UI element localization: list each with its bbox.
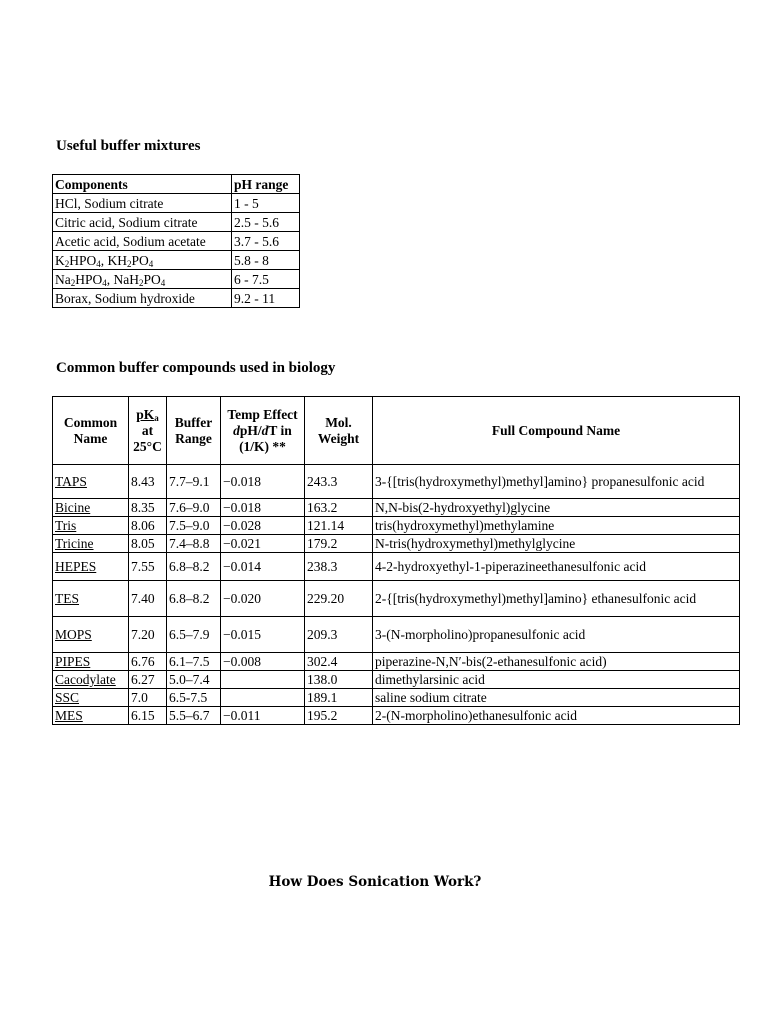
compound-link[interactable]: PIPES: [55, 654, 91, 669]
table-row: [53, 553, 740, 581]
compound-link[interactable]: Tricine: [55, 536, 94, 551]
range-cell: 7.4–8.8: [167, 535, 221, 553]
ph-cell: 6 - 7.5: [232, 270, 300, 289]
range-cell: 6.5–7.9: [167, 617, 221, 653]
compound-link[interactable]: SSC: [55, 690, 80, 705]
table-header-row: [53, 397, 740, 465]
buffer-mixtures-table: [52, 174, 300, 308]
full-name-header: Full Compound Name: [373, 397, 740, 465]
full-name-cell: tris(hydroxymethyl)methylamine: [373, 517, 740, 535]
table-row: [53, 232, 300, 251]
table-row: [53, 689, 740, 707]
components-cell: Borax, Sodium hydroxide: [53, 289, 232, 308]
compound-link[interactable]: Tris: [55, 518, 77, 533]
temp-effect-header: Temp Effect dpH/dT in (1/K) **: [221, 397, 305, 465]
temp-cell: −0.015: [221, 617, 305, 653]
pka-cell: 8.06: [129, 517, 167, 535]
pka-link[interactable]: $pK_a$: [136, 406, 159, 423]
mol-weight-header: Mol. Weight: [305, 397, 373, 465]
pka-cell: 7.55: [129, 553, 167, 581]
compound-link[interactable]: Bicine: [55, 500, 91, 515]
table-row: [53, 465, 740, 499]
mw-cell: 243.3: [305, 465, 373, 499]
full-name-cell: 2-(N-morpholino)ethanesulfonic acid: [373, 707, 740, 725]
temp-cell: −0.018: [221, 499, 305, 517]
temp-cell: −0.020: [221, 581, 305, 617]
range-cell: 5.0–7.4: [167, 671, 221, 689]
full-name-cell: piperazine-N,N′-bis(2-ethanesulfonic acid): [373, 653, 740, 671]
components-header: Components: [53, 175, 232, 194]
buffer-mixtures-title: Useful buffer mixtures: [56, 138, 201, 154]
compound-link[interactable]: TAPS: [55, 474, 87, 489]
compound-link[interactable]: TES: [55, 591, 80, 606]
full-name-cell: 3-(N-morpholino)propanesulfonic acid: [373, 617, 740, 653]
mw-cell: 138.0: [305, 671, 373, 689]
temp-cell: −0.014: [221, 553, 305, 581]
mw-cell: 302.4: [305, 653, 373, 671]
range-cell: 6.5-7.5: [167, 689, 221, 707]
ph-cell: 9.2 - 11: [232, 289, 300, 308]
full-name-cell: saline sodium citrate: [373, 689, 740, 707]
mw-cell: 195.2: [305, 707, 373, 725]
mw-cell: 179.2: [305, 535, 373, 553]
temp-cell: −0.028: [221, 517, 305, 535]
full-name-cell: 4-2-hydroxyethyl-1-piperazineethanesulfonic acid: [373, 553, 740, 581]
table-row: [53, 270, 300, 289]
temp-cell: [221, 689, 305, 707]
mw-cell: 163.2: [305, 499, 373, 517]
temp-cell: −0.011: [221, 707, 305, 725]
pka-cell: 6.27: [129, 671, 167, 689]
ph-range-header: pH range: [232, 175, 300, 194]
temp-cell: [221, 671, 305, 689]
components-cell: HCl, Sodium citrate: [53, 194, 232, 213]
temp-cell: −0.018: [221, 465, 305, 499]
mw-cell: 238.3: [305, 553, 373, 581]
table-row: [53, 581, 740, 617]
range-cell: 7.5–9.0: [167, 517, 221, 535]
compound-link[interactable]: MES: [55, 708, 83, 723]
pka-cell: 8.35: [129, 499, 167, 517]
range-cell: 6.8–8.2: [167, 553, 221, 581]
pka-header: $pK_a$ at 25°C: [129, 397, 167, 465]
pka-cell: 7.40: [129, 581, 167, 617]
range-cell: 7.6–9.0: [167, 499, 221, 517]
ph-cell: 2.5 - 5.6: [232, 213, 300, 232]
temp-cell: −0.021: [221, 535, 305, 553]
pka-cell: 8.05: [129, 535, 167, 553]
table-header-row: [53, 175, 300, 194]
pka-cell: 7.0: [129, 689, 167, 707]
full-name-cell: dimethylarsinic acid: [373, 671, 740, 689]
ph-cell: 1 - 5: [232, 194, 300, 213]
mw-cell: 121.14: [305, 517, 373, 535]
table-row: [53, 251, 300, 270]
full-name-cell: N-tris(hydroxymethyl)methylglycine: [373, 535, 740, 553]
table-row: [53, 499, 740, 517]
range-cell: 6.1–7.5: [167, 653, 221, 671]
compound-link[interactable]: Cacodylate: [55, 672, 116, 687]
pka-cell: 6.76: [129, 653, 167, 671]
table-row: [53, 194, 300, 213]
components-cell: Citric acid, Sodium citrate: [53, 213, 232, 232]
components-cell: $K_2HPO_4$, $KH_2PO_4$: [53, 251, 232, 270]
pka-cell: 6.15: [129, 707, 167, 725]
full-name-cell: N,N-bis(2-hydroxyethyl)glycine: [373, 499, 740, 517]
pka-cell: 8.43: [129, 465, 167, 499]
pka-cell: 7.20: [129, 617, 167, 653]
table-row: [53, 707, 740, 725]
full-name-cell: 2-{[tris(hydroxymethyl)methyl]amino} ethanesulfonic acid: [373, 581, 740, 617]
mw-cell: 209.3: [305, 617, 373, 653]
range-cell: 5.5–6.7: [167, 707, 221, 725]
buffer-compounds-table: [52, 396, 740, 725]
mw-cell: 189.1: [305, 689, 373, 707]
ph-cell: 3.7 - 5.6: [232, 232, 300, 251]
table-row: [53, 671, 740, 689]
buffer-range-header: Buffer Range: [167, 397, 221, 465]
range-cell: 7.7–9.1: [167, 465, 221, 499]
table-row: [53, 653, 740, 671]
table-row: [53, 535, 740, 553]
sonication-title: How Does Sonication Work?: [268, 874, 482, 890]
table-row: [53, 617, 740, 653]
temp-cell: −0.008: [221, 653, 305, 671]
table-row: [53, 289, 300, 308]
range-cell: 6.8–8.2: [167, 581, 221, 617]
mw-cell: 229.20: [305, 581, 373, 617]
compound-link[interactable]: HEPES: [55, 559, 97, 574]
compound-link[interactable]: MOPS: [55, 627, 92, 642]
table-row: [53, 213, 300, 232]
buffer-compounds-title: Common buffer compounds used in biology: [56, 360, 336, 376]
ph-cell: 5.8 - 8: [232, 251, 300, 270]
common-name-header: Common Name: [53, 397, 129, 465]
components-cell: $Na_2HPO_4$, $NaH_2PO_4$: [53, 270, 232, 289]
table-row: [53, 517, 740, 535]
full-name-cell: 3-{[tris(hydroxymethyl)methyl]amino} propanesulfonic acid: [373, 465, 740, 499]
components-cell: Acetic acid, Sodium acetate: [53, 232, 232, 251]
